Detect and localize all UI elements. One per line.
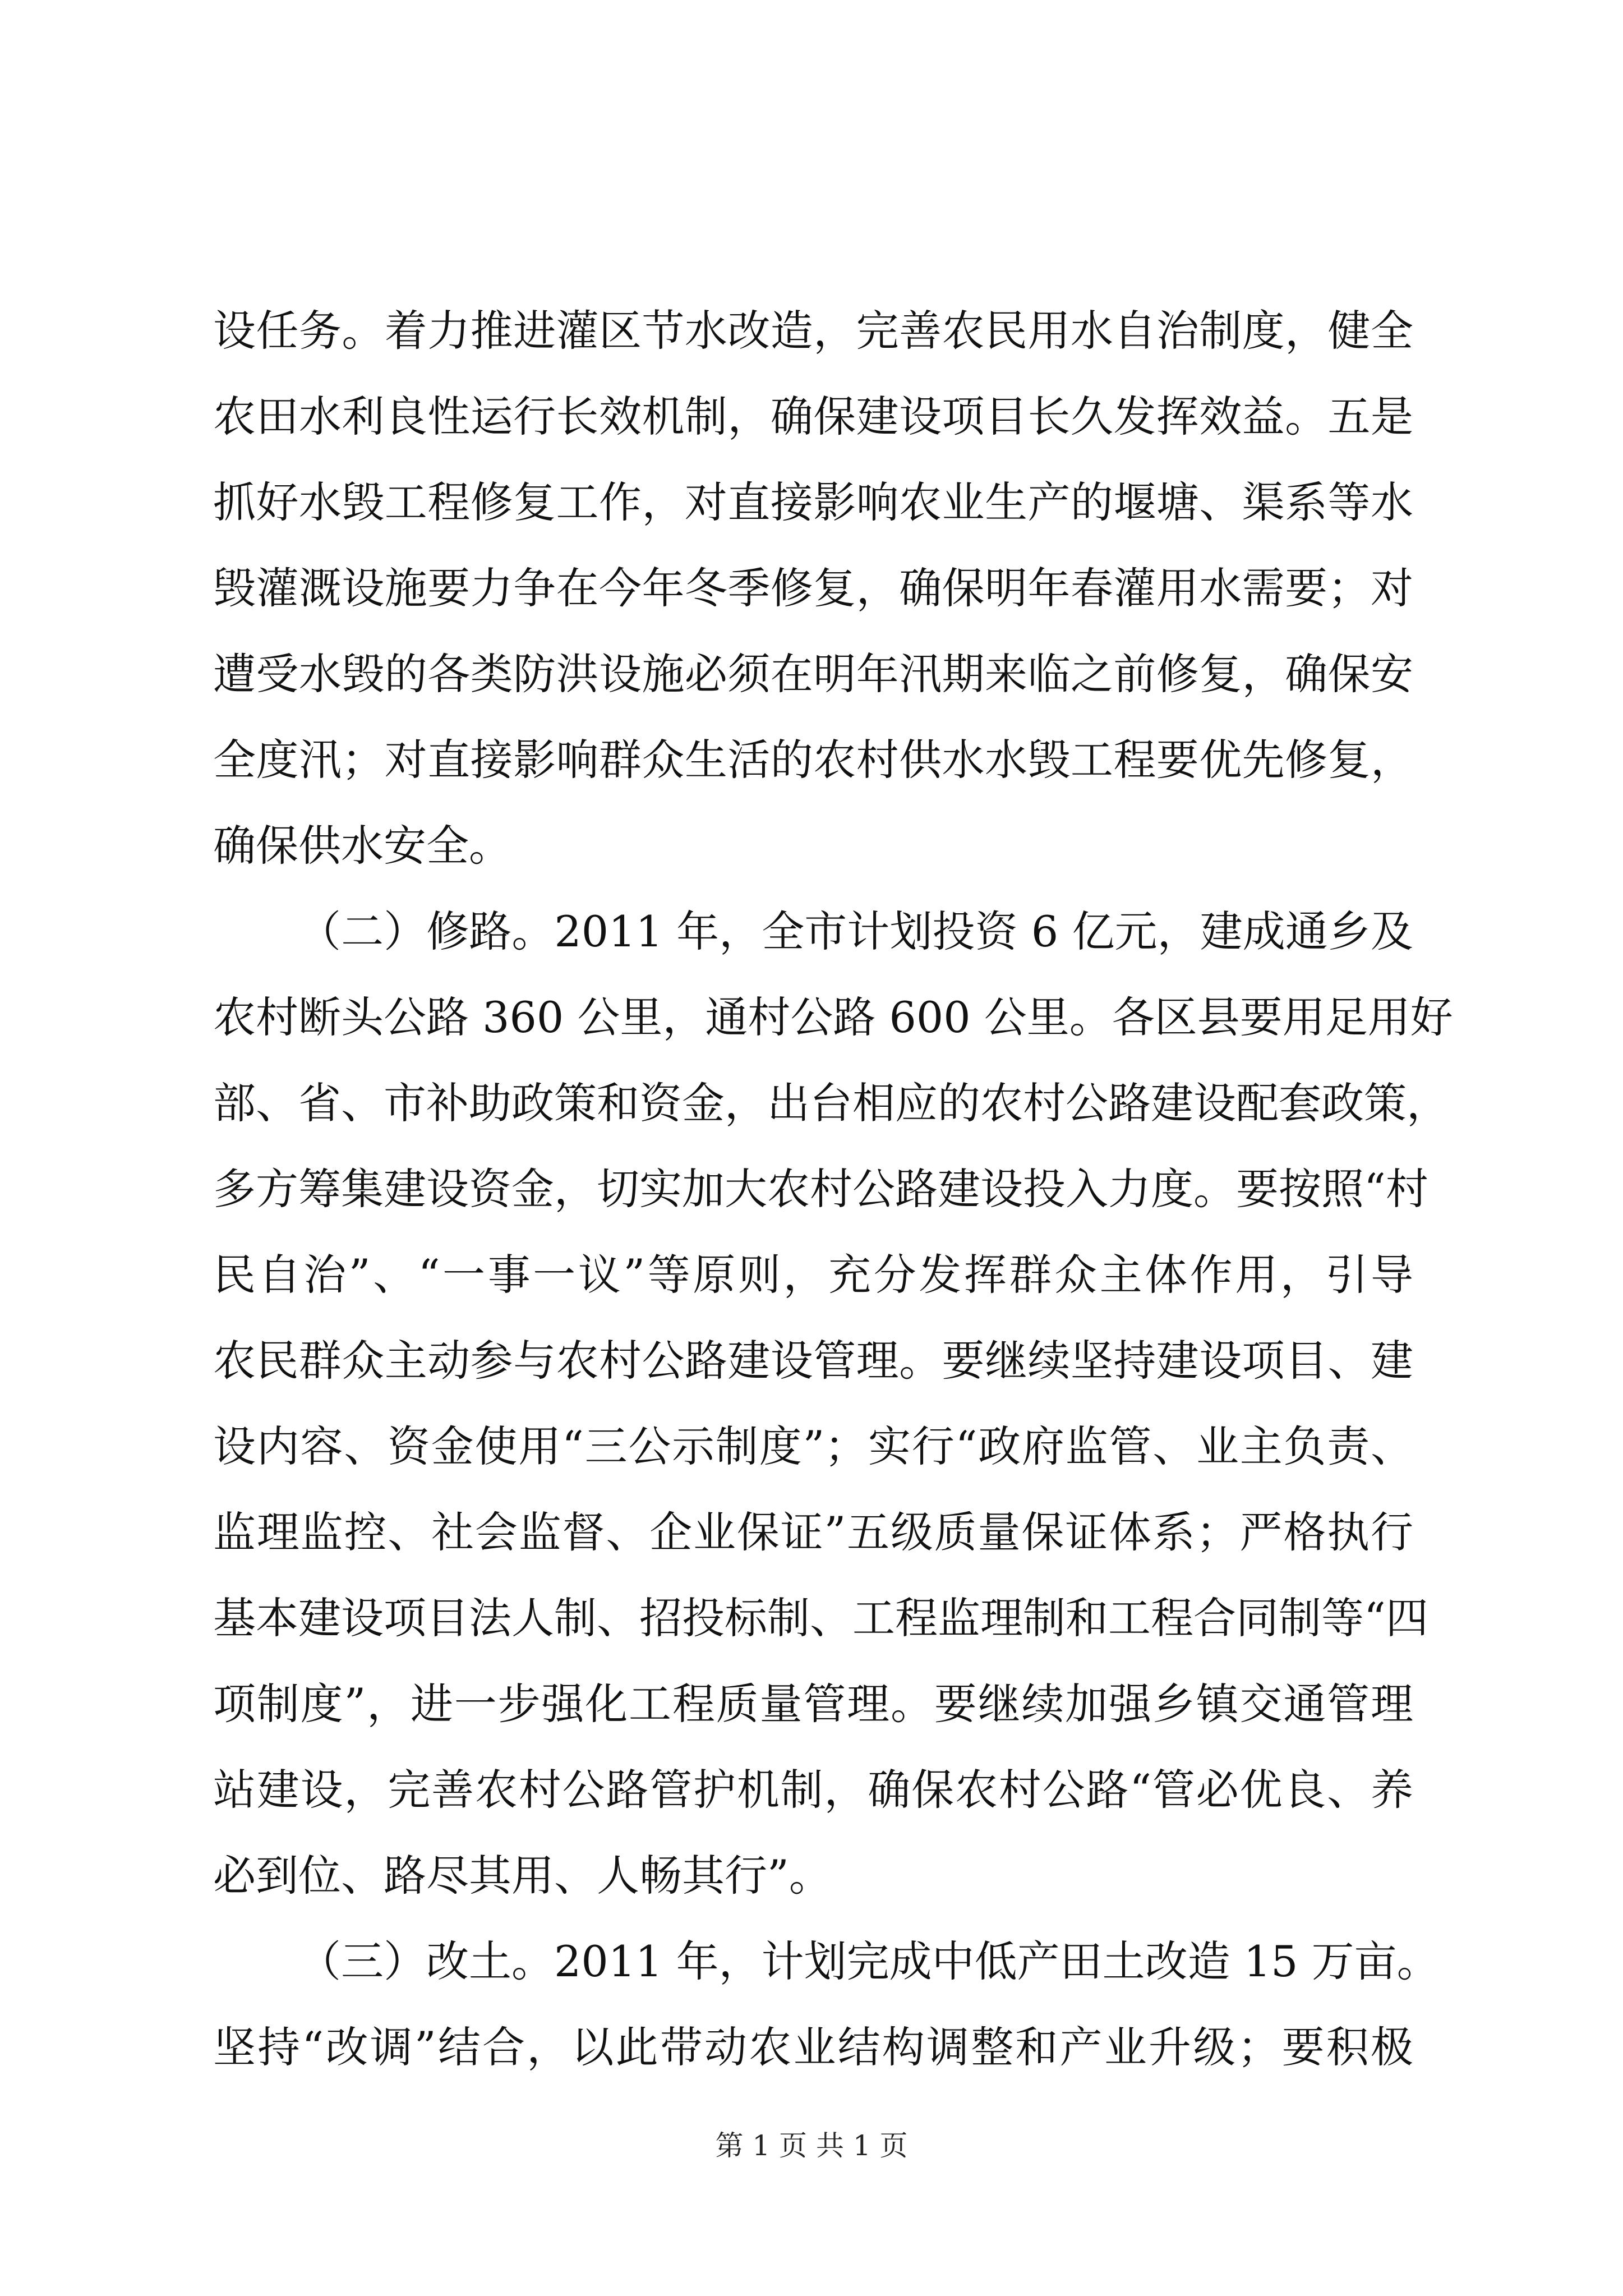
section-heading-soil: （三）改土。2011 年，计划完成中低产田土改造 15 万亩。: [298, 1936, 1440, 1986]
text-line-19: 必到位、路尽其用、人畅其行”。: [213, 1851, 832, 1901]
text-line-2: 农田水利良性运行长效机制，确保建设项目长久发挥效益。五是: [213, 392, 1413, 441]
text-line-3: 抓好水毁工程修复工作，对直接影响农业生产的堰塘、渠系等水: [213, 477, 1413, 527]
text-line-9: 农村断头公路 360 公里，通村公路 600 公里。各区县要用足用好: [213, 992, 1453, 1042]
text-line-10: 部、省、市补助政策和资金，出台相应的农村公路建设配套政策，: [213, 1078, 1449, 1128]
text-line-7: 确保供水安全。: [213, 821, 511, 871]
text-line-15: 监理监控、社会监督、企业保证”五级质量保证体系；严格执行: [213, 1507, 1413, 1557]
text-line-17: 项制度”，进一步强化工程质量管理。要继续加强乡镇交通管理: [213, 1679, 1413, 1729]
text-line-18: 站建设，完善农村公路管护机制，确保农村公路“管必优良、养: [213, 1765, 1413, 1815]
text-line-21: 坚持“改调”结合，以此带动农业结构调整和产业升级；要积极: [213, 2022, 1413, 2072]
text-line-14: 设内容、资金使用“三公示制度”；实行“政府监管、业主负责、: [213, 1421, 1413, 1471]
text-line-5: 遭受水毁的各类防洪设施必须在明年汛期来临之前修复，确保安: [213, 649, 1413, 699]
text-line-12: 民自治”、“一事一议”等原则，充分发挥群众主体作用，引导: [213, 1250, 1413, 1300]
text-line-4: 毁灌溉设施要力争在今年冬季修复，确保明年春灌用水需要；对: [213, 563, 1413, 613]
text-line-1: 设任务。着力推进灌区节水改造，完善农民用水自治制度，健全: [213, 306, 1413, 356]
text-line-11: 多方筹集建设资金，切实加大农村公路建设投入力度。要按照“村: [213, 1164, 1428, 1214]
text-line-16: 基本建设项目法人制、招投标制、工程监理制和工程合同制等“四: [213, 1593, 1428, 1643]
section-heading-road: （二）修路。2011 年，全市计划投资 6 亿元，建成通乡及: [298, 907, 1413, 956]
text-line-13: 农民群众主动参与农村公路建设管理。要继续坚持建设项目、建: [213, 1336, 1413, 1386]
text-line-6: 全度汛；对直接影响群众生活的农村供水水毁工程要优先修复，: [213, 735, 1413, 785]
page-footer: 第 1 页 共 1 页: [715, 2129, 908, 2162]
